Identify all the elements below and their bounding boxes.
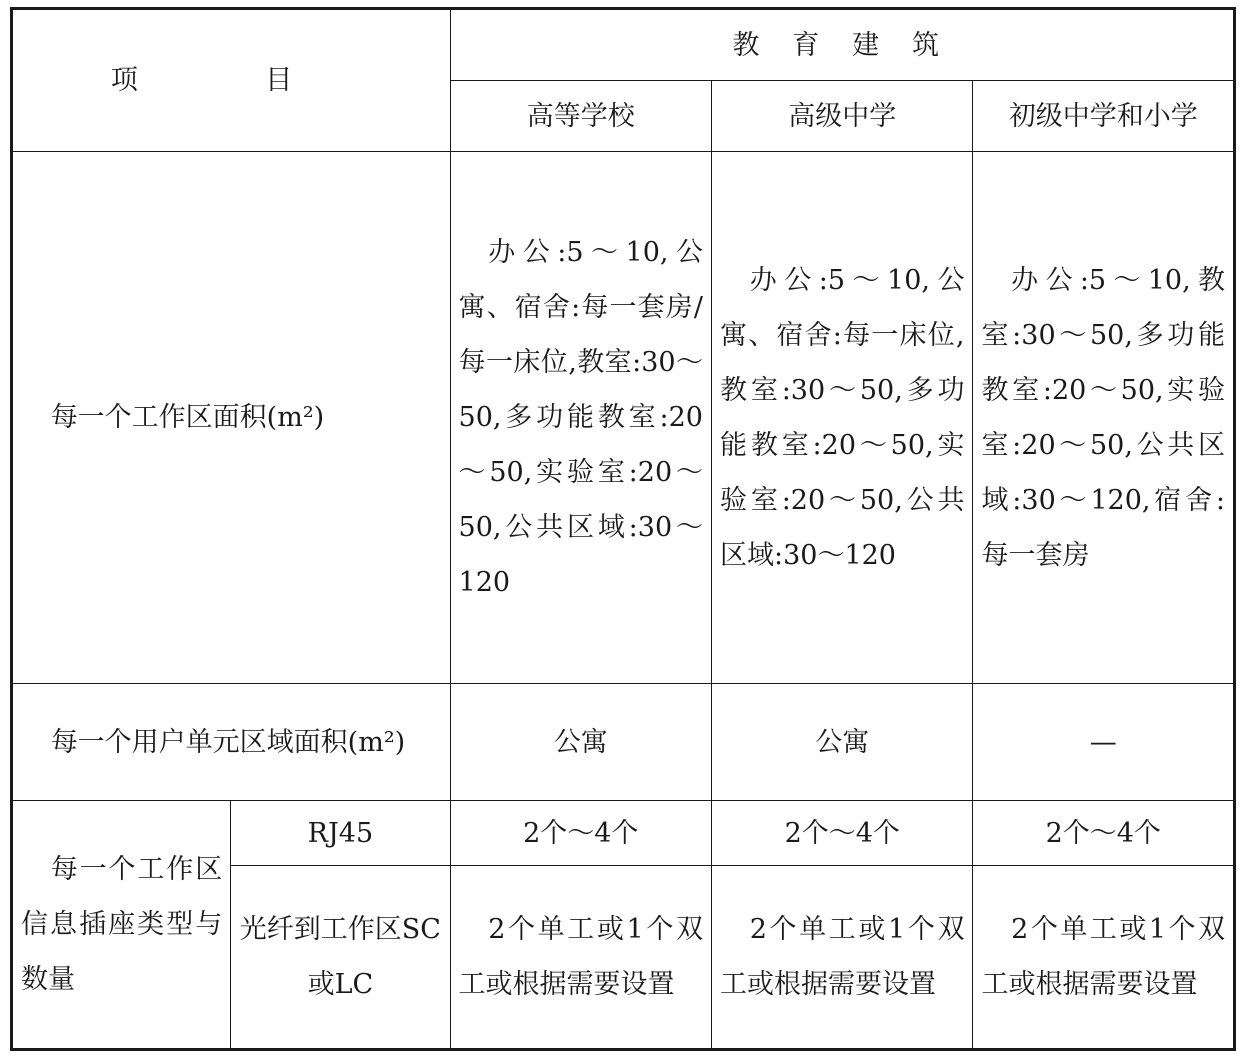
row-unit-high-school: 公寓 [712, 684, 973, 801]
header-col-university: 高等学校 [450, 81, 711, 152]
row-area-middle-primary: 办公:5～10,教室:30～50,多功能教室:20～50,实验室:20～50,公共区域:30～120,宿舍:每一套房 [973, 152, 1235, 684]
row-rj45-university: 2个～4个 [450, 801, 711, 866]
row-fiber-university: 2个单工或1个双工或根据需要设置 [450, 866, 711, 1050]
header-item: 项 目 [110, 65, 352, 96]
row-area-university: 办公:5～10,公寓、宿舍:每一套房/每一床位,教室:30～50,多功能教室:20～50,实验室:20～50,公共区域:30～120 [450, 152, 711, 684]
row-unit-university: 公寓 [450, 684, 711, 801]
row-unit-label: 每一个用户单元区域面积(m²) [12, 684, 451, 801]
row-unit-middle-primary: — [973, 684, 1235, 801]
spec-table [10, 7, 1236, 1051]
row-fiber-label: 光纤到工作区SC或LC [231, 866, 450, 1050]
header-col-high-school: 高级中学 [712, 81, 973, 152]
row-socket-label: 每一个工作区信息插座类型与数量 [12, 801, 231, 1050]
row-area-high-school: 办公:5～10,公寓、宿舍:每一床位,教室:30～50,多功能教室:20～50,实验室:20～50,公共区域:30～120 [712, 152, 973, 684]
row-fiber-middle-primary: 2个单工或1个双工或根据需要设置 [973, 866, 1235, 1050]
row-fiber-high-school: 2个单工或1个双工或根据需要设置 [712, 866, 973, 1050]
header-item-cell [12, 9, 451, 152]
row-area-label-text: 每一个工作区面积(m²) [50, 402, 325, 433]
row-area-label [12, 152, 451, 684]
header-col-middle-primary: 初级中学和小学 [973, 81, 1235, 152]
header-group: 教 育 建 筑 [450, 9, 1234, 81]
row-rj45-high-school: 2个～4个 [712, 801, 973, 866]
row-rj45-label: RJ45 [231, 801, 450, 866]
row-rj45-middle-primary: 2个～4个 [973, 801, 1235, 866]
